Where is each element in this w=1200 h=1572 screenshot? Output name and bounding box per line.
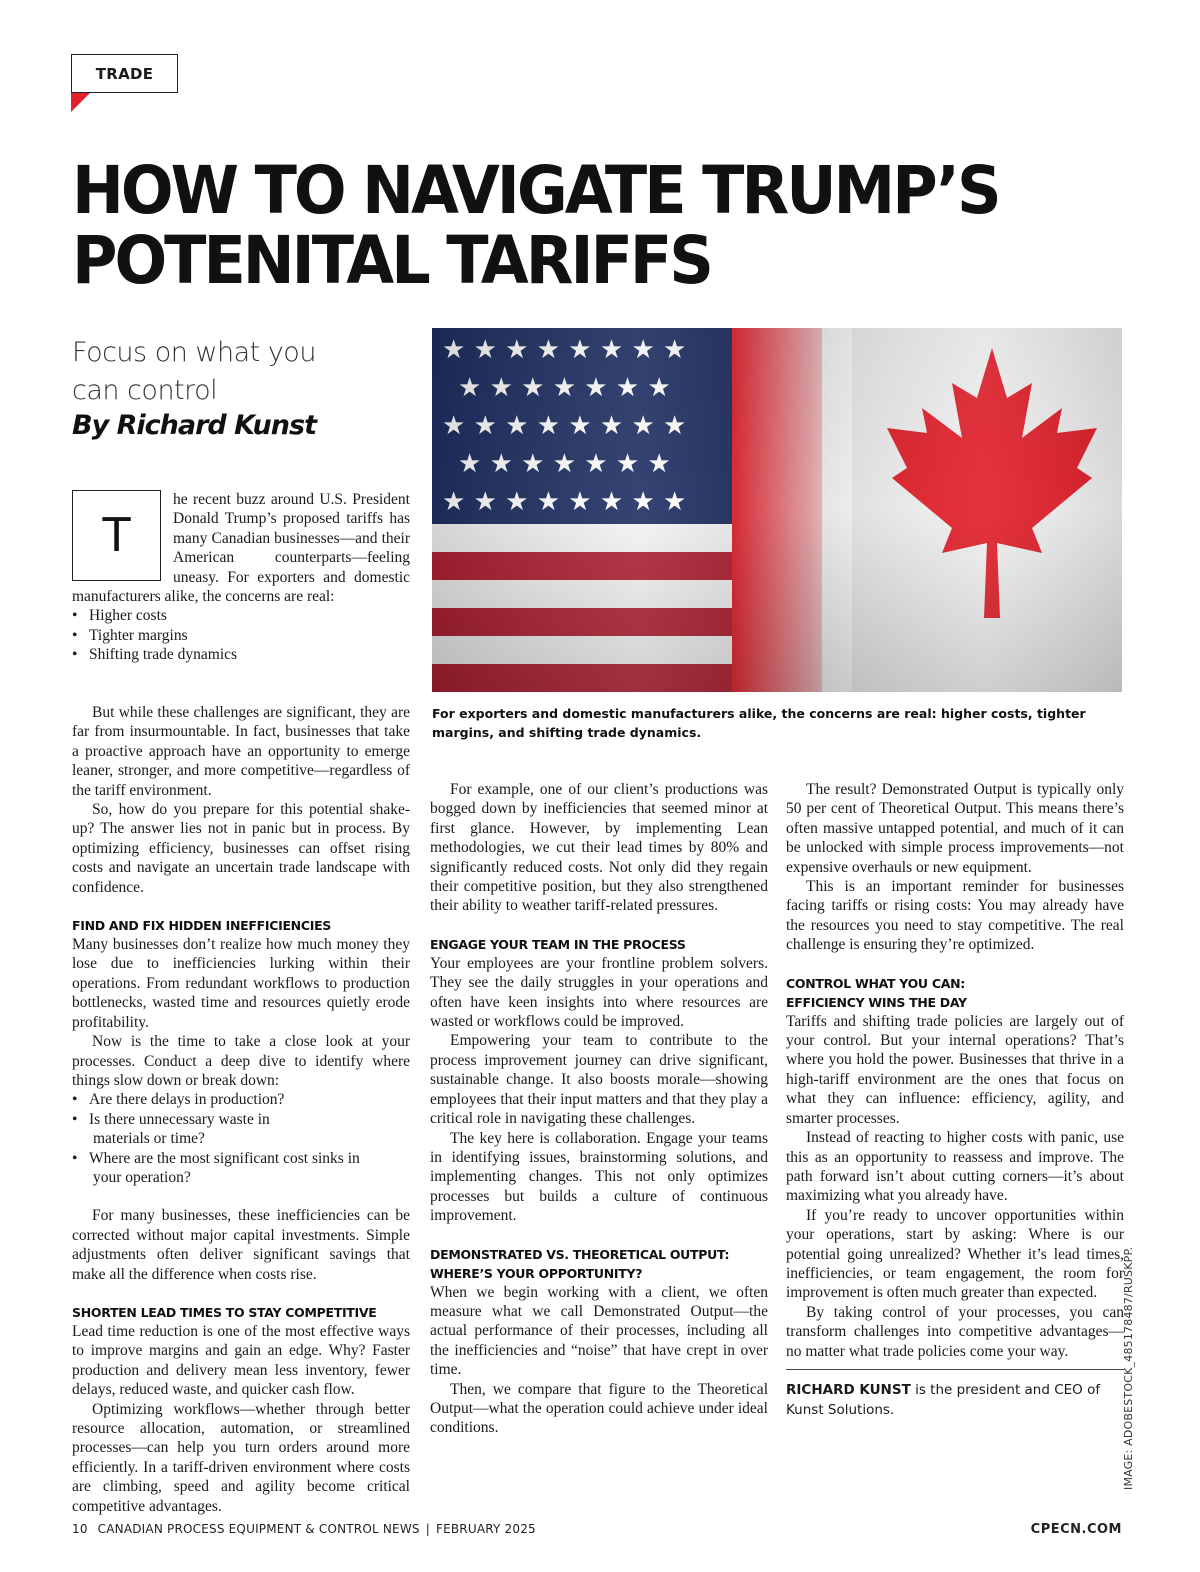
author-bio: RICHARD KUNST is the president and CEO of Kunst Solutions. <box>786 1381 1101 1418</box>
body-paragraph: Then, we compare that figure to the Theoretical Output—what the operation could achieve under ideal conditions. <box>430 1380 768 1437</box>
section-heading: CONTROL WHAT YOU CAN: EFFICIENCY WINS THE DAY <box>786 975 967 1010</box>
photo-caption: For exporters and domestic manufacturers alike, the concerns are real: higher costs, tighter margins, and shifting trade dynamics. <box>432 706 1086 740</box>
concerns-list <box>72 606 410 664</box>
publication-name: CANADIAN PROCESS EQUIPMENT & CONTROL NEWS <box>97 1522 420 1536</box>
body-paragraph: But while these challenges are significant, they are far from insurmountable. In fact, businesses that take a proactive approach have an opportunity to emerge leaner, stronger, and more competitive—regardless of the tariff environment. <box>72 704 410 799</box>
body-paragraph: The key here is collaboration. Engage your teams in identifying issues, brainstorming solutions, and implementing changes. This not only optimizes processes but builds a culture of continuous improvement. <box>430 1129 768 1225</box>
body-paragraph: For example, one of our client’s productions was bogged down by inefficiencies that seemed minor at first glance. However, by implementing Lean methodologies, we cut their lead times by 80% and significantly reduced costs. Not only did they regain their competitive position, but they also strengthened their ability to weather tariff-related pressures. <box>430 781 768 915</box>
body-paragraph: This is an important reminder for businesses facing tariffs or rising costs: You may already have the resources you need to stay competitive. The real challenge is ensuring they’re optimized. <box>786 878 1124 954</box>
body-paragraph: Tariffs and shifting trade policies are largely out of your control. But your internal operations? That’s where you hold the power. Businesses that thrive in a high-tariff environment are the ones that focus on what they can influence: efficiency, agility, and smarter processes. <box>786 1012 1124 1127</box>
section-heading: FIND AND FIX HIDDEN INEFFICIENCIES <box>72 918 332 934</box>
body-paragraph: For many businesses, these inefficiencies can be corrected without major capital investments. Simple adjustments often deliver significant savings that make all the difference when costs rise. <box>72 1207 410 1283</box>
list-item: • Higher costs <box>72 606 410 625</box>
list-item: • Is there unnecessary waste in materials or time? <box>72 1110 410 1149</box>
section-heading: DEMONSTRATED VS. THEORETICAL OUTPUT: WHERE’S YOUR OPPORTUNITY? <box>430 1246 730 1281</box>
page-footer <box>72 1522 1122 1542</box>
headline-line-1: HOW TO NAVIGATE TRUMP’S <box>72 151 999 230</box>
intro-paragraph: he recent buzz around U.S. President Donald Trump’s proposed tariffs has many Canadian businesses—and their American counterparts—feeling uneasy. For exporters and domestic manufacturers alike, the concerns are real: <box>72 491 410 606</box>
deck-line-2: can control <box>72 375 218 406</box>
section-tag-corner <box>71 93 90 112</box>
headline <box>72 151 1122 300</box>
page-number: 10 <box>72 1522 88 1536</box>
footer-separator: | <box>425 1522 430 1536</box>
list-item: • Where are the most significant cost sinks in your operation? <box>72 1149 410 1188</box>
body-paragraph: When we begin working with a client, we often measure what we call Demonstrated Output—the actual performance of their processes, including all the inefficiencies and “noise” that have crept in over time. <box>430 1283 768 1379</box>
flags-illustration <box>432 328 1122 692</box>
section-heading: SHORTEN LEAD TIMES TO STAY COMPETITIVE <box>72 1304 377 1320</box>
photo-credit: IMAGE: ADOBESTOCK_485178487/RUSKPP. <box>1122 1246 1135 1490</box>
body-paragraph: So, how do you prepare for this potential shake-up? The answer lies not in panic but in process. By optimizing efficiency, businesses can offset rising costs and navigate an uncertain trade landscape with confidence. <box>72 801 410 896</box>
section-tag: TRADE <box>71 54 178 93</box>
bio-divider <box>786 1369 1124 1370</box>
headline-line-2: POTENITAL TARIFFS <box>72 221 711 300</box>
deck-line-1: Focus on what you <box>72 337 316 368</box>
article-column-3 <box>786 780 1124 1420</box>
drop-cap: T <box>72 490 161 581</box>
body-paragraph: Empowering your team to contribute to the process improvement journey can drive significant, sustainable change. It also boosts morale—showing employees that their input matters and that they play a critical role in navigating these challenges. <box>430 1032 768 1128</box>
site-link[interactable]: CPECN.COM <box>1030 1522 1122 1537</box>
section-heading: ENGAGE YOUR TEAM IN THE PROCESS <box>430 936 686 952</box>
article-column-1 <box>72 703 410 1516</box>
list-item: • Tighter margins <box>72 626 410 645</box>
article-column-2 <box>430 780 768 1438</box>
list-item: • Are there delays in production? <box>72 1090 410 1109</box>
body-paragraph: Your employees are your frontline problem solvers. They see the daily struggles in your operations and often have keen insights into where resources are wasted or workflows could be improved. <box>430 954 768 1031</box>
author-name: RICHARD KUNST <box>786 1381 911 1398</box>
body-paragraph: By taking control of your processes, you can transform challenges into competitive advantages—no matter what trade policies come your way. <box>786 1303 1124 1360</box>
byline: By Richard Kunst <box>72 410 316 441</box>
article-column-1-intro <box>72 490 410 665</box>
body-paragraph: Instead of reacting to higher costs with panic, use this as an opportunity to reassess and improve. The path forward isn’t about cutting corners—it’s about maximizing what you already have. <box>786 1129 1124 1205</box>
flags-photo <box>432 328 1122 692</box>
body-paragraph: Many businesses don’t realize how much money they lose due to inefficiencies lurking within their operations. From redundant workflows to production bottlenecks, wasted time and resources quietly erode profitability. <box>72 936 410 1031</box>
questions-list <box>72 1090 410 1187</box>
issue-date: FEBRUARY 2025 <box>435 1522 536 1536</box>
body-paragraph: Now is the time to take a close look at your processes. Conduct a deep dive to identify where things slow down or break down: <box>72 1033 410 1089</box>
body-paragraph: Lead time reduction is one of the most effective ways to improve margins and gain an edge. Why? Faster production and delivery mean less inventory, fewer delays, reduced waste, and quicker cash flow. <box>72 1322 410 1399</box>
deck <box>72 334 402 410</box>
list-item: • Shifting trade dynamics <box>72 645 410 664</box>
body-paragraph: The result? Demonstrated Output is typically only 50 per cent of Theoretical Output. This means there’s often massive untapped potential, and much of it can be unlocked with simple process improvements—not expensive overhauls or new equipment. <box>786 781 1124 876</box>
body-paragraph: If you’re ready to uncover opportunities within your operations, start by asking: Where is our potential going unrealized? Whether it’s lead times, inefficiencies, or team engagement, the room for improvement is often much greater than expected. <box>786 1206 1124 1302</box>
body-paragraph: Optimizing workflows—whether through better resource allocation, automation, or streamlined processes—can help you turn orders around more efficiently. In a tariff-driven environment where costs are climbing, speed and agility become critical competitive advantages. <box>72 1400 410 1515</box>
